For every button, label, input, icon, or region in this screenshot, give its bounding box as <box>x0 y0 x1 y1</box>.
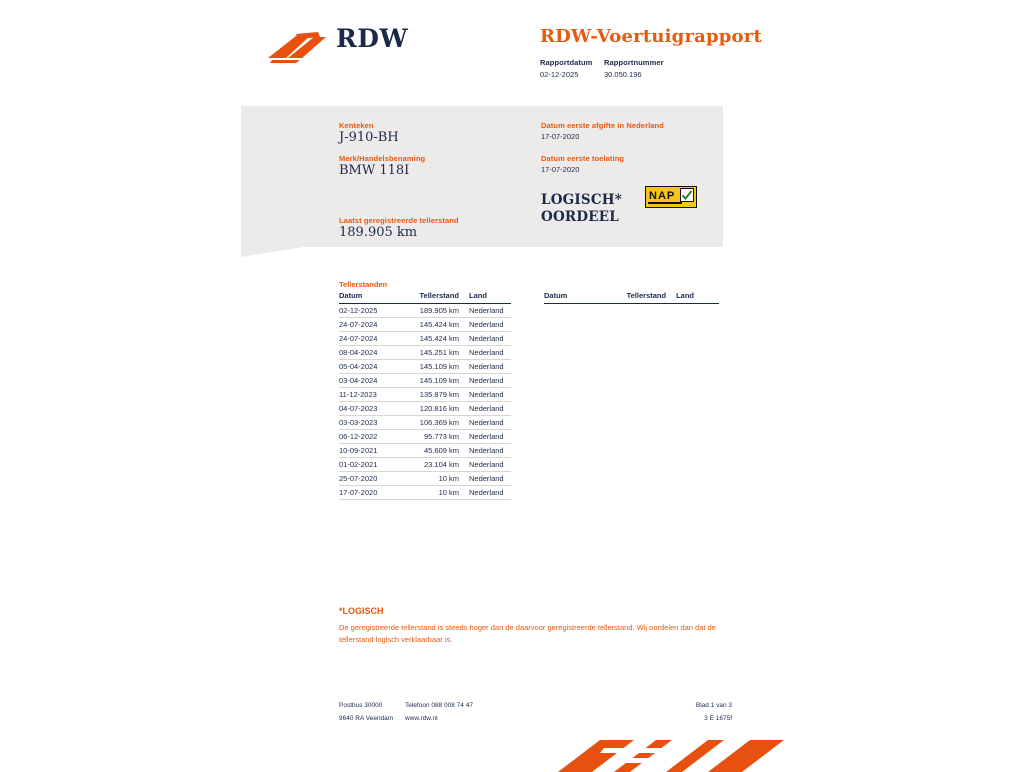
cell-tellerstand: 106.369 km <box>397 416 459 430</box>
cell-tellerstand: 23.104 km <box>397 458 459 472</box>
page-title: RDW-Voertuigrapport <box>540 26 762 47</box>
table-row <box>339 430 511 444</box>
eerste-toelating-label: Datum eerste toelating <box>541 154 625 163</box>
laatste-tellerstand-label: Laatst geregistreerde tellerstand <box>339 216 459 225</box>
cell-land: Nederland <box>459 402 511 416</box>
merk-label: Merk/Handelsbenaming <box>339 154 426 163</box>
cell-tellerstand: 120.816 km <box>397 402 459 416</box>
col-header-tellerstand: Tellerstand <box>397 291 459 304</box>
table-row <box>339 472 511 486</box>
panel-notch <box>241 247 303 257</box>
rdw-arrow-graphic-icon <box>548 738 788 772</box>
cell-land: Nederland <box>459 388 511 402</box>
kenteken-value: J-910-BH <box>339 130 399 145</box>
table-row <box>339 444 511 458</box>
tellerstanden-table-left <box>339 291 511 500</box>
cell-datum: 11-12-2023 <box>339 388 397 402</box>
laatste-tellerstand-value: 189.905 km <box>339 225 418 240</box>
nap-label: NAP <box>649 190 676 202</box>
footer-contact-line-1: Telefoon 088 008 74 47 <box>405 702 473 709</box>
report-meta <box>540 58 664 79</box>
table-header-row <box>544 291 719 304</box>
report-date-block <box>540 58 604 79</box>
summary-panel <box>241 106 723 247</box>
rdw-wordmark: RDW <box>336 24 409 53</box>
merk-value: BMW 118I <box>339 163 410 178</box>
cell-datum: 01-02-2021 <box>339 458 397 472</box>
cell-datum: 25-07-2020 <box>339 472 397 486</box>
table-row <box>339 346 511 360</box>
col-header-datum: Datum <box>339 291 397 304</box>
cell-datum: 24-07-2024 <box>339 318 397 332</box>
tellerstanden-title: Tellerstanden <box>339 280 388 289</box>
eerste-afgifte-label: Datum eerste afgifte in Nederland <box>541 121 664 130</box>
rdw-logo <box>266 24 426 72</box>
report-date-value: 02-12-2025 <box>540 70 579 79</box>
report-number-block <box>604 58 664 79</box>
eerste-afgifte-value: 17-07-2020 <box>541 132 580 141</box>
cell-land: Nederland <box>459 332 511 346</box>
report-date-label: Rapportdatum <box>540 58 593 67</box>
kenteken-label: Kenteken <box>339 121 374 130</box>
cell-land: Nederland <box>459 430 511 444</box>
verdict-line-1: LOGISCH* <box>541 192 623 208</box>
bottom-decorative-graphic <box>548 738 788 772</box>
verdict-block <box>541 192 622 226</box>
cell-land: Nederland <box>459 374 511 388</box>
eerste-toelating-value: 17-07-2020 <box>541 165 580 174</box>
cell-tellerstand: 45.609 km <box>397 444 459 458</box>
cell-tellerstand: 145.251 km <box>397 346 459 360</box>
cell-datum: 10-09-2021 <box>339 444 397 458</box>
cell-datum: 02-12-2025 <box>339 304 397 318</box>
nap-check-icon <box>680 188 694 202</box>
cell-tellerstand: 135.879 km <box>397 388 459 402</box>
cell-land: Nederland <box>459 304 511 318</box>
cell-land: Nederland <box>459 444 511 458</box>
cell-land: Nederland <box>459 458 511 472</box>
table-row <box>339 402 511 416</box>
report-number-label: Rapportnummer <box>604 58 664 67</box>
table-row <box>339 318 511 332</box>
cell-datum: 03-03-2023 <box>339 416 397 430</box>
table-row <box>339 304 511 318</box>
col-header-tellerstand: Tellerstand <box>603 291 666 304</box>
footer-address-line-1: Postbus 30000 <box>339 702 383 709</box>
report-number-value: 30.050.196 <box>604 70 642 79</box>
footer-form-code: 3 E 1675f <box>704 715 732 722</box>
cell-datum: 03-04-2024 <box>339 374 397 388</box>
cell-land: Nederland <box>459 472 511 486</box>
cell-tellerstand: 145.109 km <box>397 374 459 388</box>
col-header-land: Land <box>459 291 511 304</box>
cell-datum: 08-04-2024 <box>339 346 397 360</box>
footer-page-number: Blad 1 van 3 <box>695 702 732 709</box>
table-row <box>339 388 511 402</box>
cell-tellerstand: 189.905 km <box>397 304 459 318</box>
cell-datum: 05-04-2024 <box>339 360 397 374</box>
cell-datum: 06-12-2022 <box>339 430 397 444</box>
table-row <box>339 458 511 472</box>
cell-land: Nederland <box>459 318 511 332</box>
note-title <box>339 606 384 616</box>
col-header-land: Land <box>666 291 719 304</box>
cell-land: Nederland <box>459 346 511 360</box>
cell-datum: 17-07-2020 <box>339 486 397 500</box>
footer-page-info <box>650 702 732 728</box>
footer-address-line-2: 9640 RA Veendam <box>339 715 394 722</box>
cell-tellerstand: 10 km <box>397 472 459 486</box>
table-row <box>339 416 511 430</box>
cell-tellerstand: 145.424 km <box>397 318 459 332</box>
cell-tellerstand: 10 km <box>397 486 459 500</box>
nap-badge <box>645 186 697 208</box>
cell-land: Nederland <box>459 360 511 374</box>
cell-datum: 24-07-2024 <box>339 332 397 346</box>
col-header-datum: Datum <box>544 291 603 304</box>
cell-tellerstand: 95.773 km <box>397 430 459 444</box>
table-row <box>339 374 511 388</box>
note-title-text: LOGISCH <box>342 606 384 616</box>
tellerstanden-table-right <box>544 291 719 304</box>
cell-tellerstand: 145.109 km <box>397 360 459 374</box>
table-row <box>339 332 511 346</box>
table-header-row <box>339 291 511 304</box>
verdict-line-2: OORDEEL <box>541 208 619 225</box>
footer-contact-line-2: www.rdw.nl <box>405 715 438 722</box>
table-row <box>339 360 511 374</box>
table-row <box>339 486 511 500</box>
cell-tellerstand: 145.424 km <box>397 332 459 346</box>
rdw-arrow-logo-icon <box>266 30 328 64</box>
note-star: * <box>339 606 343 616</box>
note-body: De geregistreerde tellerstand is steeds hoger dan de daarvoor geregistreerde tellerstand. Wij oordelen dan dat de tellerstand logisch verklaarbaar is. <box>339 623 716 644</box>
cell-datum: 04-07-2023 <box>339 402 397 416</box>
nap-underline <box>648 202 682 204</box>
cell-land: Nederland <box>459 486 511 500</box>
cell-land: Nederland <box>459 416 511 430</box>
